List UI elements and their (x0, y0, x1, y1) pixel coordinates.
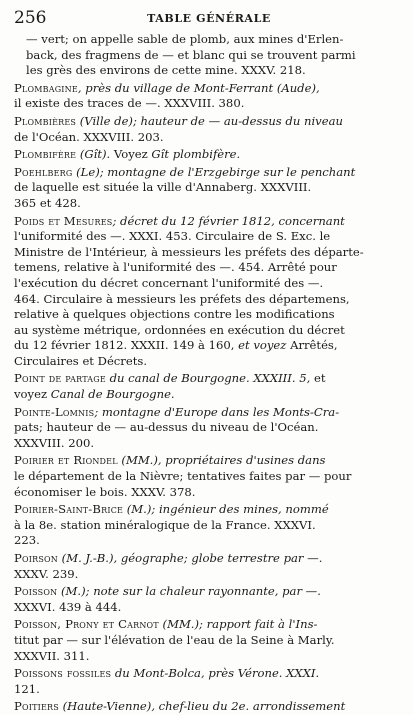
entry-text: de laquelle est située la ville d'Annaberg. XXXVIII. (14, 180, 312, 195)
running-title: TABLE GÉNÉRALE (147, 12, 271, 25)
entry-line (14, 404, 404, 421)
entry-line (14, 80, 404, 97)
entry-italic-text: (M. J.-B.), géographe; globe terrestre par —. (57, 551, 323, 565)
entry-line (14, 275, 404, 292)
entry-line (14, 129, 404, 146)
index-entries (14, 32, 404, 715)
entry-text: le département de la Nièvre; tentatives faites par — pour (14, 469, 352, 484)
entry-heading: Poitiers (14, 699, 59, 714)
entry-italic-text: ; montagne d'Europe dans les Monts-Cra- (94, 404, 340, 419)
entry-text: du 12 février 1812. XXXII. 149 à 160, (14, 338, 239, 353)
entry-italic-text: ; décret du 12 février 1812, concernant (112, 213, 345, 228)
entry-line (26, 63, 404, 79)
entry-line (14, 244, 404, 261)
entry-text: au système métrique, ordonnées en exécution du décret (14, 322, 345, 337)
entry-heading: Plombagine (14, 80, 78, 95)
entry-italic-text: (MM.); rapport fait à l'Ins- (158, 617, 318, 632)
entry-heading: Poisson (14, 584, 58, 599)
entry-line (14, 291, 404, 308)
entry-line (14, 469, 404, 485)
entry-line (14, 632, 404, 649)
entry-heading: Point de partage (14, 371, 106, 386)
entry-italic-text: (M.); ingénieur des mines, nommé (123, 502, 329, 517)
entry-text: XXXV. 239. (14, 566, 79, 581)
entry-text: et (313, 371, 326, 386)
entry-heading: Poirier et Riondel (14, 453, 118, 468)
entry-italic-text: (Haute-Vienne), chef-lieu du 2e. arrondissement (58, 699, 346, 714)
entry-line (14, 484, 404, 501)
entry-italic-text: (Le); montagne de l'Erzgebirge sur le penchant (72, 164, 356, 179)
entry-italic-text: (Ville de); hauteur de — au-dessus du niveau (76, 113, 343, 128)
entry-heading: Poirson (14, 551, 58, 565)
entry-text: à la 8e. station minéralogique de la France. XXXVI. (14, 517, 316, 532)
page-number: 256 (14, 8, 47, 28)
entry-heading: Plombières (14, 113, 77, 128)
entry-line (14, 533, 404, 549)
entry-text: les grès des environs de cette mine. XXXV. 218. (26, 63, 306, 78)
entry-heading: Poisson, Prony et Carnot (14, 617, 159, 632)
entry-line (26, 32, 404, 48)
index-entry-poisson-prony (14, 617, 404, 664)
entry-line (14, 338, 404, 354)
entry-line (14, 113, 404, 130)
entry-line (14, 147, 404, 163)
entry-line (14, 502, 404, 518)
entry-line (14, 195, 404, 212)
entry-line (14, 260, 404, 276)
entry-text: 223. (14, 533, 40, 548)
entry-text: l'exécution du décret concernant l'uniformité des —. (14, 275, 324, 290)
index-entry-poitiers (14, 699, 404, 715)
entry-text: Ministre de l'Intérieur, à messieurs les préfets des départe- (14, 244, 364, 259)
entry-text: relative à quelques objections contre les modifications (14, 307, 335, 322)
entry-line (14, 371, 404, 387)
entry-line (14, 387, 404, 403)
entry-italic-text: (Gît). (76, 147, 114, 162)
index-entry-plomb-cont (14, 32, 404, 79)
index-entry-poirier-riondel (14, 453, 404, 500)
entry-text: Arrêtés, (286, 338, 338, 353)
entry-heading: Poissons fossiles (14, 666, 112, 681)
entry-line (14, 420, 404, 436)
index-entry-plombifere (14, 147, 404, 163)
entry-line (14, 435, 404, 452)
entry-italic-text: du Mont-Bolca, près Vérone. XXXI. (111, 666, 320, 681)
entry-text: 464. Circulaire à messieurs les préfets des départemens, (14, 291, 350, 306)
page-header (14, 6, 404, 32)
entry-text: XXXVI. 439 à 444. (14, 599, 122, 614)
entry-text: il existe des traces de —. XXXVIII. 380. (14, 96, 245, 111)
entry-heading: Poirier-Saint-Brice (14, 502, 124, 517)
entry-line (14, 213, 404, 230)
entry-text: économiser le bois. XXXV. 378. (14, 484, 196, 499)
entry-line (14, 517, 404, 534)
index-entry-poirson (14, 551, 404, 582)
entry-line (14, 666, 404, 682)
entry-text: pats; hauteur de — au-dessus du niveau de l'Océan. (14, 420, 319, 435)
entry-text: back, des fragmens de — et blanc qui se trouvent parmi (26, 47, 356, 62)
entry-heading: Poehlberg (14, 164, 73, 179)
entry-line (14, 322, 404, 339)
entry-heading: Pointe-Lomnis (14, 404, 95, 419)
entry-italic-text: Canal de Bourgogne. (47, 387, 175, 402)
entry-text: XXXVIII. 200. (14, 435, 95, 450)
index-entry-poirier-saint-brice (14, 502, 404, 549)
entry-text: de l'Océan. XXXVIII. 203. (14, 129, 164, 144)
entry-line (14, 566, 404, 583)
entry-line (14, 681, 404, 698)
entry-line (14, 180, 404, 196)
entry-line (14, 584, 404, 600)
entry-italic-text: (M.); note sur la chaleur rayonnante, par —. (57, 584, 321, 599)
index-entry-plombieres (14, 114, 404, 145)
entry-italic-text: du canal de Bourgogne. XXXIII. 5, (105, 371, 314, 386)
entry-text: 365 et 428. (14, 195, 81, 210)
entry-italic-text: (MM.), propriétaires d'usines dans (117, 453, 326, 468)
entry-line (14, 699, 404, 715)
index-entry-poisson (14, 584, 404, 615)
entry-line (14, 307, 404, 323)
index-entry-poissons-fossiles (14, 666, 404, 697)
entry-line (14, 453, 404, 469)
entry-text: voyez (14, 387, 48, 402)
index-entry-partage (14, 371, 404, 402)
entry-italic-text: et voyez (238, 338, 287, 353)
entry-text: titut par — sur l'élévation de l'eau de la Seine à Marly. (14, 632, 335, 647)
entry-heading: Poids et Mesures (14, 213, 113, 228)
index-entry-lomnis (14, 405, 404, 452)
entry-text: temens, relative à l'uniformité des —. 454. Arrêté pour (14, 260, 337, 275)
entry-text: Circulaires et Décrets. (14, 353, 147, 368)
entry-text: Voyez (113, 147, 148, 162)
entry-line (14, 164, 404, 181)
entry-heading: Plombifère (14, 147, 77, 162)
index-entry-plombagine (14, 81, 404, 112)
entry-line (14, 229, 404, 245)
index-entry-poehlberg (14, 165, 404, 212)
entry-italic-text: , près du village de Mont-Ferrant (Aude), (77, 80, 320, 95)
index-entry-poids (14, 214, 404, 370)
entry-line (14, 599, 404, 616)
entry-line (14, 551, 404, 567)
entry-line (14, 353, 404, 370)
entry-line (14, 96, 404, 112)
entry-text: 121. (14, 681, 40, 696)
entry-text: — vert; on appelle sable de plomb, aux mines d'Erlen- (26, 32, 344, 46)
entry-italic-text: Gît plombifère. (147, 147, 241, 162)
entry-line (26, 48, 404, 64)
entry-line (14, 648, 404, 665)
entry-line (14, 617, 404, 633)
entry-text: l'uniformité des —. XXXI. 453. Circulaire de S. Exc. le (14, 229, 331, 244)
entry-text: XXXVII. 311. (14, 648, 90, 663)
